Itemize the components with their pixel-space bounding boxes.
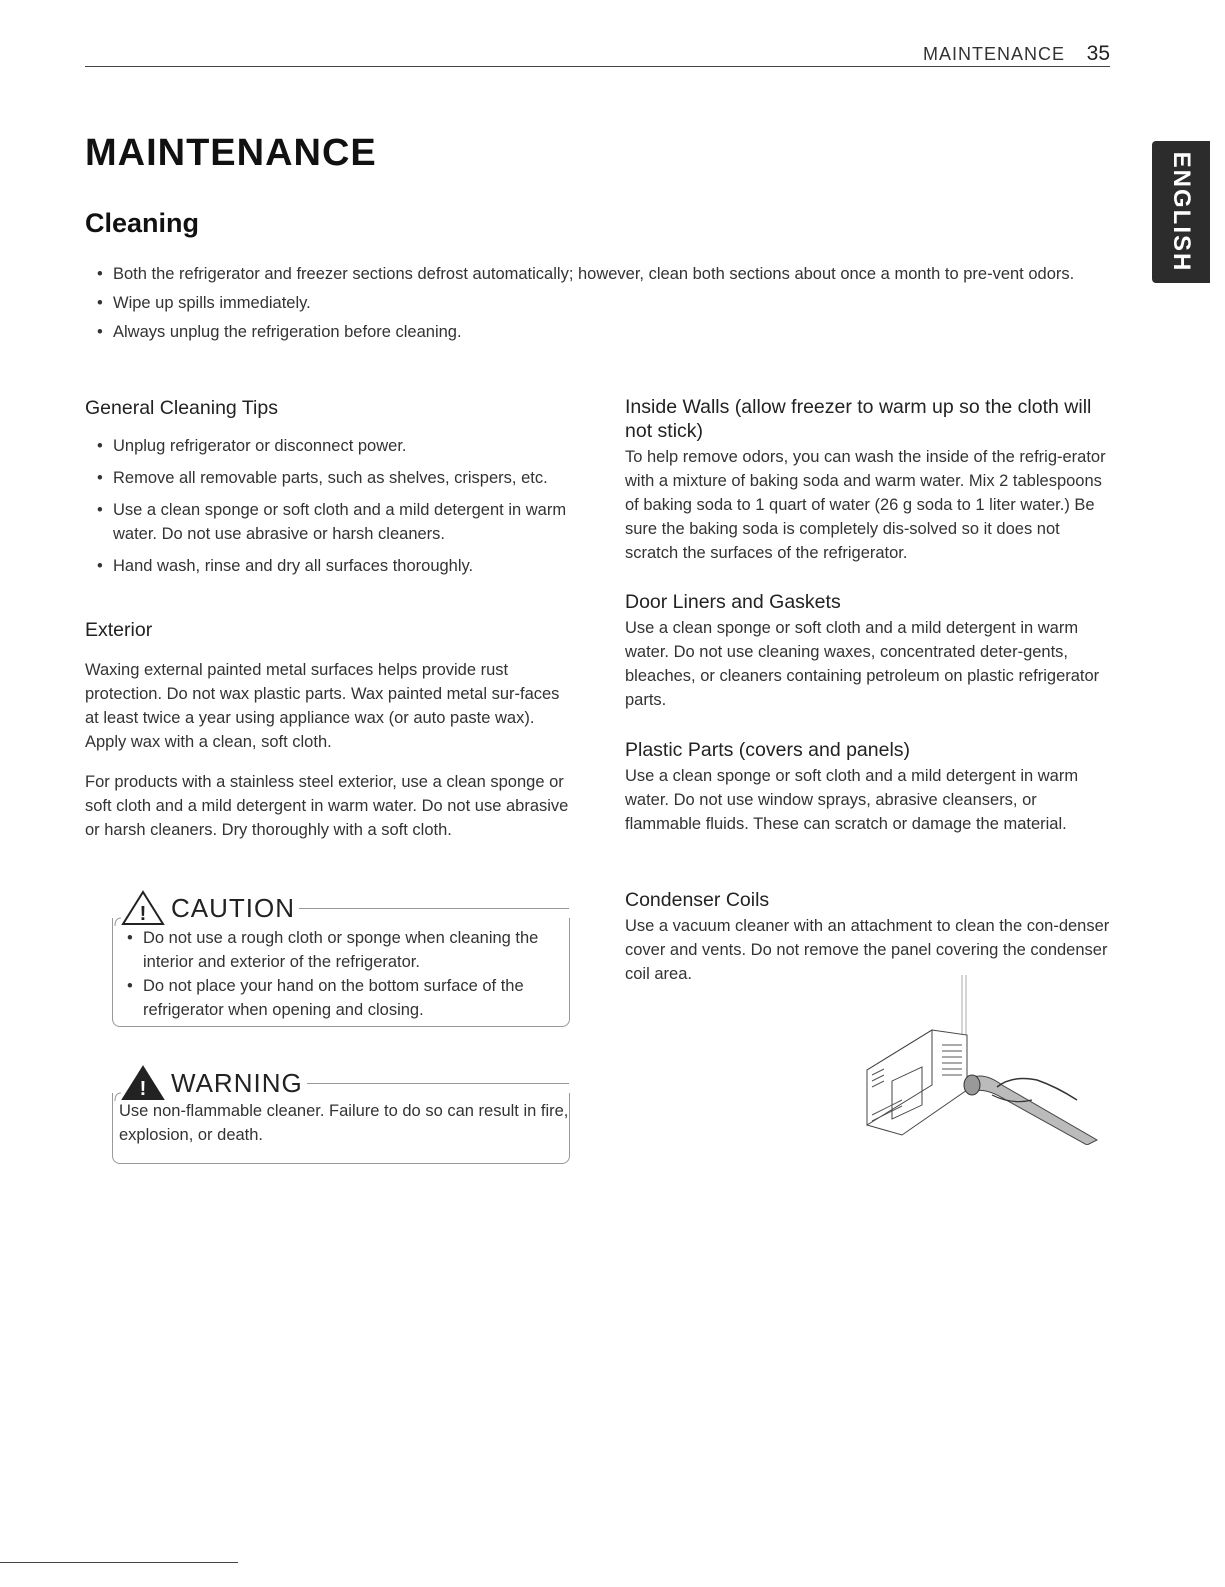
warning-triangle-icon: [113, 1063, 165, 1103]
caution-divider: [299, 908, 569, 909]
list-item: • Use a clean sponge or soft cloth and a mild detergent in warm water. Do not use abrasive or harsh cleaners.: [85, 498, 575, 546]
caution-header: [113, 888, 569, 928]
condenser-coils-section: [625, 888, 1115, 986]
warning-label: WARNING: [171, 1067, 303, 1098]
svg-text:!: !: [139, 1078, 147, 1100]
caution-label: CAUTION: [171, 892, 295, 923]
intro-bullet-list: [85, 262, 1085, 349]
list-item: • Hand wash, rinse and dry all surfaces thoroughly.: [85, 554, 575, 578]
page-number: 35: [1086, 42, 1110, 65]
warning-text: Use non-flammable cleaner. Failure to do so can result in fire, explosion, or death.: [119, 1102, 569, 1144]
language-tab-label: ENGLISH: [1168, 151, 1195, 273]
list-item: • Remove all removable parts, such as shelves, crispers, etc.: [85, 466, 575, 490]
warning-box: [112, 1067, 570, 1164]
caution-list: [113, 918, 569, 1022]
exterior-paragraph: Waxing external painted metal surfaces helps provide rust protection. Do not wax plastic parts. Wax painted metal sur-faces at least twice a year using appliance wax (or auto paste wax). Apply wax with a clean, soft cloth.: [85, 661, 560, 751]
general-cleaning-tips-section: [85, 396, 575, 586]
warning-header: [113, 1063, 569, 1103]
section-title: Cleaning: [85, 208, 200, 238]
inside-walls-heading: Inside Walls (allow freezer to warm up so the cloth will not stick): [625, 396, 1092, 442]
caution-box: [112, 892, 570, 1027]
plastic-parts-section: [625, 738, 1115, 836]
svg-text:!: !: [139, 903, 147, 925]
general-tips-heading: General Cleaning Tips: [85, 397, 278, 419]
caution-triangle-icon: [113, 888, 165, 928]
exterior-heading: Exterior: [85, 619, 153, 641]
page-title: MAINTENANCE: [85, 132, 377, 174]
door-liners-heading: Door Liners and Gaskets: [625, 591, 841, 613]
list-item: • Do not use a rough cloth or sponge when cleaning the interior and exterior of the refrigerator.: [115, 926, 569, 974]
exterior-paragraph: For products with a stainless steel exterior, use a clean sponge or soft cloth and a mild detergent in warm water. Do not use abrasive or harsh cleaners. Dry thoroughly with a soft cloth.: [85, 773, 569, 839]
list-item: • Wipe up spills immediately.: [85, 291, 1085, 315]
list-item: • Both the refrigerator and freezer sections defrost automatically; however, clean both sections about once a month to pre-vent odors.: [85, 262, 1085, 286]
language-tab: [1152, 141, 1210, 283]
inside-walls-text: To help remove odors, you can wash the inside of the refrig-erator with a mixture of baking soda and warm water. Mix 2 tablespoons of baking soda to 1 quart of water (26 g soda to 1 liter water.) Be sure the baking soda is completely dis-solved so it does not scratch the surfaces of the refrigerator.: [625, 448, 1106, 562]
list-item: • Always unplug the refrigeration before cleaning.: [85, 320, 1085, 344]
condenser-heading: Condenser Coils: [625, 889, 770, 911]
warning-divider: [307, 1083, 569, 1084]
door-liners-text: Use a clean sponge or soft cloth and a mild detergent in warm water. Do not use cleaning waxes, concentrated deter-gents, bleaches, or cleaners containing petroleum on plastic refrigerator parts.: [625, 619, 1100, 709]
footer-rule: [0, 1562, 238, 1563]
running-header-section: MAINTENANCE: [922, 44, 1065, 64]
list-item: • Do not place your hand on the bottom surface of the refrigerator when opening and closing.: [115, 974, 569, 1022]
plastic-parts-text: Use a clean sponge or soft cloth and a mild detergent in warm water. Do not use window sprays, abrasive cleansers, or flammable fluids. These can scratch or damage the material.: [625, 767, 1079, 833]
header-rule: [85, 66, 1110, 67]
exterior-section: [85, 618, 575, 842]
plastic-parts-heading: Plastic Parts (covers and panels): [625, 739, 911, 761]
condenser-text: Use a vacuum cleaner with an attachment to clean the con-denser cover and vents. Do not remove the panel covering the condenser coil area.: [625, 917, 1110, 983]
general-tips-list: [85, 434, 575, 578]
list-item: • Unplug refrigerator or disconnect power.: [85, 434, 575, 458]
door-liners-section: [625, 590, 1115, 712]
condenser-cleaning-illustration: [862, 975, 1102, 1145]
inside-walls-section: [625, 395, 1115, 565]
